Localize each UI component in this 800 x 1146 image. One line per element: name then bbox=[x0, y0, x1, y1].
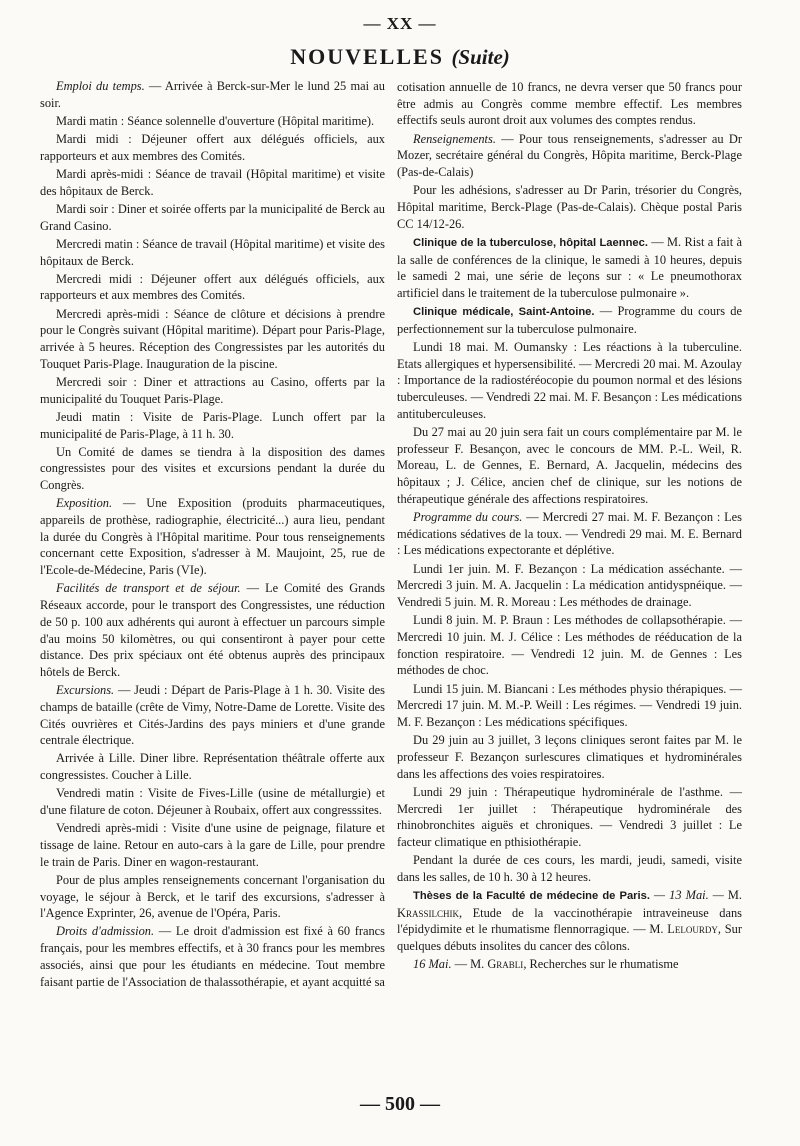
heading-laennec: Clinique de la tuberculose, hôpital Laennec. bbox=[413, 236, 648, 249]
label-programme: Programme du cours. bbox=[413, 510, 523, 525]
author-name: M. Grabli bbox=[470, 957, 524, 972]
thesis-text: , Sur quelques débuts insolites du cancer des côlons. bbox=[397, 922, 742, 954]
paragraph: Pour de plus amples renseignements concernant l'organisation du voyage, le séjour à Berck, et le tarif des excursions, s'adresser à l'Agence Exprinter, 26, avenue de l'Opéra, Paris. bbox=[40, 872, 385, 921]
paragraph-saint-antoine bbox=[397, 303, 742, 337]
paragraph-emploi-du-temps bbox=[40, 78, 385, 111]
date-13-mai: — 13 Mai. — bbox=[649, 888, 728, 903]
paragraph: Arrivée à Lille. Diner libre. Représentation théâtrale offerte aux congressistes. Coucher à Lille. bbox=[40, 751, 385, 783]
paragraph: Mercredi après-midi : Séance de clôture et décisions à prendre pour le Congrès suivant (Hôpital maritime). Départ pour Paris-Plage, arrivée à 5 heures. Réception des Congressistes par les autorités du Touquet Paris-Plage. Inauguration de la piscine. bbox=[40, 306, 385, 371]
paragraph: Mercredi matin : Séance de travail (Hôpital maritime) et visite des hôpitaux de Berck. bbox=[40, 236, 385, 268]
author-name: M. Lelourdy bbox=[649, 922, 718, 937]
text-excursions: — Jeudi : Départ de Paris-Plage à 1 h. 30. Visite des champs de bataille (crête de Vimy, Notre-Dame de Lorette. Visite des Cités ouvrières et Cités-Jardins des pays miniers et d'une grande centrale électrique. bbox=[40, 683, 385, 748]
thesis-text: , Recherches sur le rhumatisme bbox=[523, 957, 679, 972]
paragraph-16-mai bbox=[397, 956, 742, 973]
text-laennec: — M. Rist a fait à la salle de conférences de la clinique, le samedi à 10 heures, depuis le samedi 2 mai, une série de leçons sur : « Le pneumothorax artificiel dans le traitement de la tuberculose pulmonaire ». bbox=[397, 234, 742, 300]
text-droits: — Le droit d'admission est fixé à 60 francs français, pour les membres effectifs, et à 30 francs pour les membres associés, ainsi que pour les étudiants en médecine. Tout membre faisant partie de l'Association de thalassothérapie, et ayant acquitté sa bbox=[40, 924, 386, 989]
paragraph-renseignements bbox=[397, 131, 742, 181]
paragraph: Lundi 15 juin. M. Biancani : Les méthodes physio thérapiques. — Mercredi 17 juin. M. M.-P. Weill : Les régimes. — Vendredi 19 juin. M. F. Bezançon : Les médications spécifiques. bbox=[397, 681, 742, 730]
paragraph: Lundi 29 juin : Thérapeutique hydrominérale de l'asthme. — Mercredi 1er juillet : Thérapeutique hydrominérale des rhinobronchites aiguës et chroniques. — Vendredi 3 juillet : Le facteur climatique en pthisiothérapie. bbox=[397, 784, 742, 849]
paragraph: Jeudi matin : Visite de Paris-Plage. Lunch offert par la municipalité de Paris-Plage, à 11 h. 30. bbox=[40, 409, 385, 441]
paragraph: Vendredi matin : Visite de Fives-Lille (usine de métallurgie) et d'une filature de coton. Déjeuner à Roubaix, offert aux congresssites. bbox=[40, 786, 385, 818]
left-column bbox=[40, 78, 385, 992]
paragraph: Mardi matin : Séance solennelle d'ouverture (Hôpital maritime). bbox=[56, 113, 375, 128]
paragraph-excursions bbox=[40, 682, 385, 749]
paragraph-transport bbox=[40, 580, 385, 680]
paragraph-theses bbox=[397, 887, 742, 955]
paragraph: Du 29 juin au 3 juillet, 3 leçons cliniques seront faites par M. le professeur F. Bezançon surlescures climatiques et hydrominérales dans les affections des voies respiratoires. bbox=[397, 733, 742, 781]
paragraph: Lundi 18 mai. M. Oumansky : Les réactions à la tuberculine. Etats allergiques et hypersensibilité. — Mercredi 20 mai. M. Azoulay : Importance de la radiostéréocopie du poumon normal et des lésions tuberculeuses. — Vendredi 22 mai. M. F. Besançon : Les médications antituberculeuses. bbox=[397, 340, 742, 421]
text-renseignements: — Pour tous renseignements, s'adresser au Dr Mozer, secrétaire général du Congrès, Hôpita maritime, Berck-Plage (Pas-de-Calais) bbox=[397, 131, 742, 180]
page-roman-numeral: — XX — bbox=[363, 14, 437, 33]
author-name: M. Krassilchik bbox=[397, 888, 742, 920]
paragraph: Mardi midi : Déjeuner offert aux délégués officiels, aux rapporteurs et aux membres des Comités. bbox=[40, 132, 385, 163]
thesis-text: , Etude de la vaccinothérapie intraveineuse dans l'épidydimite et le rhumatisme flennorragique. — bbox=[397, 905, 742, 937]
heading-saint-antoine: Clinique médicale, Saint-Antoine. bbox=[413, 306, 595, 319]
paragraph-droits bbox=[40, 923, 385, 990]
label-droits: Droits d'admission. bbox=[56, 924, 155, 939]
paragraph: Mardi soir : Diner et soirée offerts par la municipalité de Berck au Grand Casino. bbox=[40, 201, 385, 233]
heading-theses: Thèses de la Faculté de médecine de Paris. bbox=[413, 890, 650, 903]
right-column bbox=[397, 79, 742, 975]
paragraph: Pendant la durée de ces cours, les mardi, jeudi, samedi, visite dans les salles, de 10 h. 30 à 12 heures. bbox=[397, 853, 742, 884]
paragraph-continued: cotisation annuelle de 10 francs, ne devra verser que 50 francs pour être admis au Congrès comme membre effectif. Les membres effectifs seuls auront droit aux volumes des comptes rendus. bbox=[397, 80, 742, 128]
label-exposition: Exposition. bbox=[56, 496, 113, 511]
date-16-mai: 16 Mai. bbox=[413, 957, 452, 972]
paragraph: Lundi 1er juin. M. F. Bezançon : La médication asséchante. — Mercredi 3 juin. M. A. Jacquelin : La médication antidyspnéique. — Vendredi 5 juin. M. R. Moreau : Les méthodes de drainage. bbox=[397, 561, 742, 610]
section-title-text: NOUVELLES bbox=[290, 44, 444, 69]
paragraph: Pour les adhésions, s'adresser au Dr Parin, trésorier du Congrès, Hôpital maritime, Berck-Plage (Pas-de-Calais). Chèque postal Paris CC 14/12-26. bbox=[397, 183, 742, 231]
paragraph: Un Comité de dames se tiendra à la disposition des dames congressistes pour des visites et excursions pendant la durée du Congrès. bbox=[40, 444, 385, 493]
paragraph: Lundi 8 juin. M. P. Braun : Les méthodes de collapsothérapie. — Mercredi 10 juin. M. J. Célice : Les méthodes de rééducation de la fonction respiratoire. — Vendredi 12 juin. M. de Gennes : Les méthodes de choc. bbox=[397, 613, 742, 678]
dash: — bbox=[451, 957, 471, 972]
paragraph: Mardi après-midi : Séance de travail (Hôpital maritime) et visite des hôpitaux de Berck. bbox=[40, 167, 385, 198]
label-transport: Facilités de transport et de séjour. bbox=[56, 581, 241, 596]
paragraph-exposition bbox=[40, 495, 385, 579]
page-number: — 500 — bbox=[360, 1093, 440, 1115]
label-emploi-du-temps: Emploi du temps. bbox=[56, 79, 145, 93]
paragraph: Mercredi midi : Déjeuner offert aux délégués officiels, aux rapporteurs et aux membres des Comités. bbox=[40, 271, 385, 303]
text-exposition: — Une Exposition (produits pharmaceutiques, appareils de prothèse, radiographie, électricité...) aura lieu, pendant la durée du Congrès à l'Hôpital maritime. Pour tous renseignements concernant cette Exposition, s'adresser à M. Maujoint, 25, rue de l'Ecole-de-Médecine, Paris (VIe). bbox=[40, 496, 385, 578]
text-emploi-du-temps: — Arrivée à Berck-sur-Mer le lund 25 mai au soir. bbox=[40, 79, 385, 110]
section-title bbox=[0, 44, 800, 70]
paragraph: Du 27 mai au 20 juin sera fait un cours complémentaire par M. le professeur F. Besançon, avec le concours de MM. P.-L. Weil, R. Moreau, L. de Gennes, E. Bernard, A. Jacquelin, médecins des hôpitaux ; J. Célice, ancien chef de clinique, sur les notions de thérapeutique générale des affections respiratoires. bbox=[397, 425, 742, 506]
paragraph-programme bbox=[397, 509, 742, 559]
label-renseignements: Renseignements. bbox=[413, 131, 496, 146]
text-programme: — Mercredi 27 mai. M. F. Bezançon : Les médications sédatives de la toux. — Vendredi 29 mai. M. E. Bernard : Les médications expectorante et déplétive. bbox=[397, 510, 743, 558]
paragraph: Mercredi soir : Diner et attractions au Casino, offerts par la municipalité du Touquet Paris-Plage. bbox=[40, 374, 385, 406]
text-transport: — Le Comité des Grands Réseaux accorde, pour le transport des Congressistes, une réduction de 50 p. 100 aux adhérents qui auront à effectuer un parcours simple d'au moins 50 kilomètres, ou qui consentiront à payer pour cette distance. Des prix spéciaux ont été obtenus auprès des principaux hôtels de Berck. bbox=[40, 581, 385, 679]
paragraph-laennec bbox=[397, 234, 742, 302]
paragraph: Vendredi après-midi : Visite d'une usine de peignage, filature et tissage de laine. Retour en auto-cars à la gare de Lille, pour prendre le train de Paris. Diner en wagon-restaurant. bbox=[40, 821, 385, 869]
label-excursions: Excursions. bbox=[56, 683, 115, 698]
section-title-suite: (Suite) bbox=[451, 45, 510, 69]
text-saint-antoine: — Programme du cours de perfectionnement sur la tuberculose pulmonaire. bbox=[397, 304, 742, 336]
